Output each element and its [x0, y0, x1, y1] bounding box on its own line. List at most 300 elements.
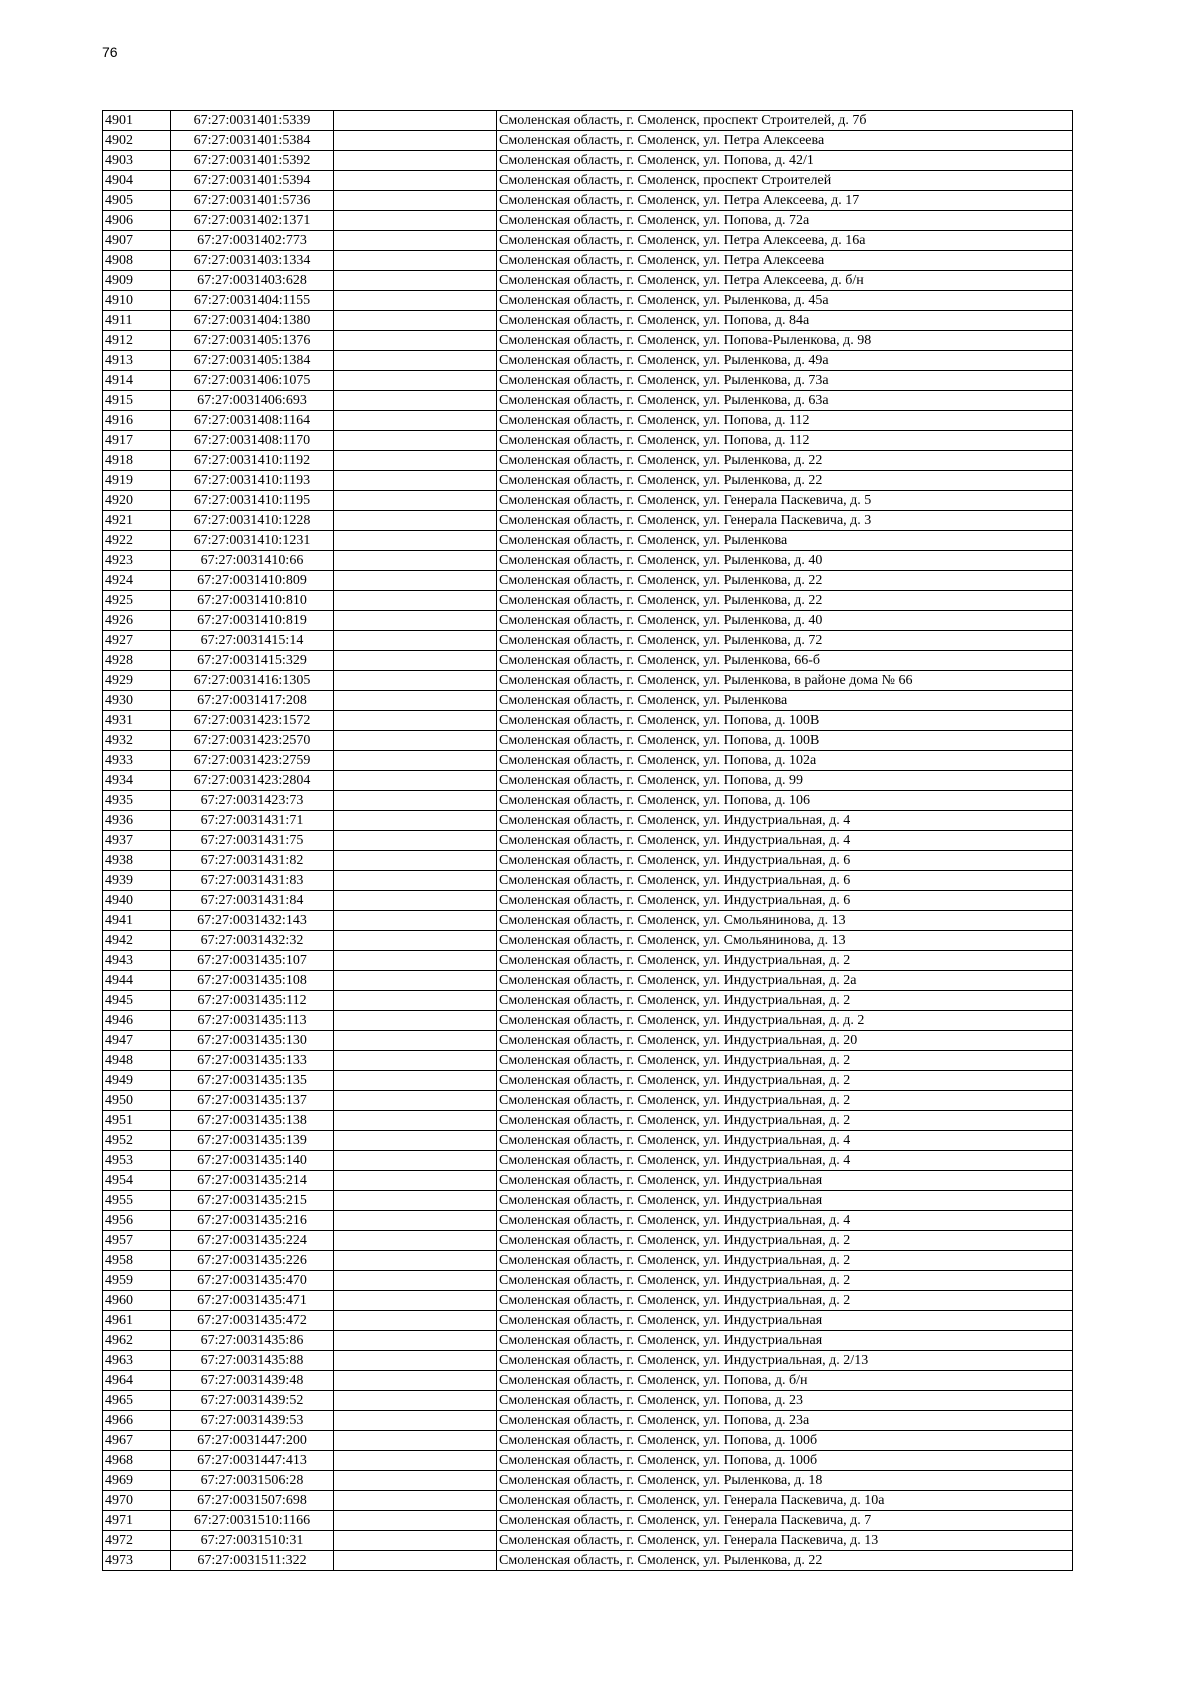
cadastral-number-cell: 67:27:0031416:1305: [171, 671, 334, 691]
table-row: [103, 1351, 1073, 1371]
address-cell: Смоленская область, г. Смоленск, проспект Строителей, д. 7б: [497, 111, 1073, 131]
table-row: [103, 1051, 1073, 1071]
row-number-cell: 4964: [103, 1371, 171, 1391]
cadastral-number-cell: 67:27:0031439:53: [171, 1411, 334, 1431]
cadastral-number-cell: 67:27:0031410:809: [171, 571, 334, 591]
blank-cell: [334, 811, 497, 831]
address-cell: Смоленская область, г. Смоленск, ул. Петра Алексеева, д. 16а: [497, 231, 1073, 251]
table-row: [103, 151, 1073, 171]
blank-cell: [334, 1111, 497, 1131]
blank-cell: [334, 1511, 497, 1531]
blank-cell: [334, 1471, 497, 1491]
table-row: [103, 1131, 1073, 1151]
row-number-cell: 4950: [103, 1091, 171, 1111]
address-cell: Смоленская область, г. Смоленск, ул. Смольянинова, д. 13: [497, 911, 1073, 931]
cadastral-number-cell: 67:27:0031435:471: [171, 1291, 334, 1311]
cadastral-number-cell: 67:27:0031435:215: [171, 1191, 334, 1211]
table-row: [103, 211, 1073, 231]
row-number-cell: 4941: [103, 911, 171, 931]
blank-cell: [334, 251, 497, 271]
address-cell: Смоленская область, г. Смоленск, ул. Индустриальная, д. 2: [497, 1111, 1073, 1131]
cadastral-number-cell: 67:27:0031432:32: [171, 931, 334, 951]
row-number-cell: 4953: [103, 1151, 171, 1171]
cadastral-number-cell: 67:27:0031401:5392: [171, 151, 334, 171]
blank-cell: [334, 931, 497, 951]
blank-cell: [334, 291, 497, 311]
row-number-cell: 4940: [103, 891, 171, 911]
blank-cell: [334, 1171, 497, 1191]
table-row: [103, 251, 1073, 271]
row-number-cell: 4966: [103, 1411, 171, 1431]
cadastral-number-cell: 67:27:0031408:1164: [171, 411, 334, 431]
cadastral-number-cell: 67:27:0031406:693: [171, 391, 334, 411]
row-number-cell: 4912: [103, 331, 171, 351]
cadastral-number-cell: 67:27:0031415:14: [171, 631, 334, 651]
row-number-cell: 4936: [103, 811, 171, 831]
table-row: [103, 471, 1073, 491]
address-cell: Смоленская область, г. Смоленск, ул. Рыленкова, д. 40: [497, 611, 1073, 631]
address-cell: Смоленская область, г. Смоленск, ул. Рыленкова: [497, 531, 1073, 551]
row-number-cell: 4969: [103, 1471, 171, 1491]
blank-cell: [334, 111, 497, 131]
address-cell: Смоленская область, г. Смоленск, ул. Петра Алексеева: [497, 251, 1073, 271]
row-number-cell: 4946: [103, 1011, 171, 1031]
address-cell: Смоленская область, г. Смоленск, ул. Попова-Рыленкова, д. 98: [497, 331, 1073, 351]
cadastral-number-cell: 67:27:0031432:143: [171, 911, 334, 931]
address-cell: Смоленская область, г. Смоленск, ул. Попова, д. 112: [497, 411, 1073, 431]
cadastral-number-cell: 67:27:0031423:1572: [171, 711, 334, 731]
address-cell: Смоленская область, г. Смоленск, ул. Попова, д. 84а: [497, 311, 1073, 331]
address-cell: Смоленская область, г. Смоленск, ул. Петра Алексеева, д. б/н: [497, 271, 1073, 291]
table-row: [103, 291, 1073, 311]
row-number-cell: 4902: [103, 131, 171, 151]
row-number-cell: 4949: [103, 1071, 171, 1091]
table-row: [103, 271, 1073, 291]
blank-cell: [334, 871, 497, 891]
row-number-cell: 4903: [103, 151, 171, 171]
row-number-cell: 4947: [103, 1031, 171, 1051]
row-number-cell: 4973: [103, 1551, 171, 1571]
blank-cell: [334, 351, 497, 371]
address-cell: Смоленская область, г. Смоленск, ул. Рыленкова, д. 22: [497, 471, 1073, 491]
blank-cell: [334, 891, 497, 911]
blank-cell: [334, 1091, 497, 1111]
address-cell: Смоленская область, г. Смоленск, ул. Рыленкова, д. 18: [497, 1471, 1073, 1491]
address-cell: Смоленская область, г. Смоленск, ул. Индустриальная, д. 6: [497, 851, 1073, 871]
row-number-cell: 4910: [103, 291, 171, 311]
row-number-cell: 4945: [103, 991, 171, 1011]
row-number-cell: 4928: [103, 651, 171, 671]
address-cell: Смоленская область, г. Смоленск, ул. Индустриальная, д. д. 2: [497, 1011, 1073, 1031]
table-row: [103, 751, 1073, 771]
cadastral-number-cell: 67:27:0031435:138: [171, 1111, 334, 1131]
cadastral-number-cell: 67:27:0031435:137: [171, 1091, 334, 1111]
table-row: [103, 1211, 1073, 1231]
cadastral-number-cell: 67:27:0031403:628: [171, 271, 334, 291]
cadastral-number-cell: 67:27:0031507:698: [171, 1491, 334, 1511]
address-cell: Смоленская область, г. Смоленск, ул. Попова, д. 72а: [497, 211, 1073, 231]
row-number-cell: 4957: [103, 1231, 171, 1251]
blank-cell: [334, 851, 497, 871]
row-number-cell: 4909: [103, 271, 171, 291]
table-row: [103, 511, 1073, 531]
blank-cell: [334, 1131, 497, 1151]
blank-cell: [334, 1531, 497, 1551]
address-cell: Смоленская область, г. Смоленск, ул. Рыленкова: [497, 691, 1073, 711]
row-number-cell: 4926: [103, 611, 171, 631]
table-row: [103, 411, 1073, 431]
blank-cell: [334, 791, 497, 811]
cadastral-number-cell: 67:27:0031435:470: [171, 1271, 334, 1291]
address-cell: Смоленская область, г. Смоленск, ул. Рыленкова, д. 45а: [497, 291, 1073, 311]
address-cell: Смоленская область, г. Смоленск, ул. Индустриальная, д. 2: [497, 1231, 1073, 1251]
cadastral-number-cell: 67:27:0031410:1193: [171, 471, 334, 491]
address-cell: Смоленская область, г. Смоленск, ул. Индустриальная, д. 2: [497, 1271, 1073, 1291]
blank-cell: [334, 1191, 497, 1211]
cadastral-number-cell: 67:27:0031410:819: [171, 611, 334, 631]
row-number-cell: 4959: [103, 1271, 171, 1291]
row-number-cell: 4901: [103, 111, 171, 131]
cadastral-number-cell: 67:27:0031435:112: [171, 991, 334, 1011]
table-row: [103, 171, 1073, 191]
blank-cell: [334, 631, 497, 651]
table-row: [103, 1251, 1073, 1271]
address-cell: Смоленская область, г. Смоленск, ул. Индустриальная: [497, 1331, 1073, 1351]
table-row: [103, 951, 1073, 971]
address-cell: Смоленская область, г. Смоленск, ул. Индустриальная: [497, 1171, 1073, 1191]
blank-cell: [334, 771, 497, 791]
blank-cell: [334, 1151, 497, 1171]
table-row: [103, 451, 1073, 471]
blank-cell: [334, 971, 497, 991]
cadastral-number-cell: 67:27:0031423:2804: [171, 771, 334, 791]
table-row: [103, 391, 1073, 411]
row-number-cell: 4915: [103, 391, 171, 411]
address-cell: Смоленская область, г. Смоленск, ул. Петра Алексеева: [497, 131, 1073, 151]
address-cell: Смоленская область, г. Смоленск, ул. Рыленкова, д. 63а: [497, 391, 1073, 411]
cadastral-number-cell: 67:27:0031401:5394: [171, 171, 334, 191]
cadastral-number-cell: 67:27:0031435:133: [171, 1051, 334, 1071]
cadastral-number-cell: 67:27:0031408:1170: [171, 431, 334, 451]
address-cell: Смоленская область, г. Смоленск, ул. Индустриальная, д. 4: [497, 811, 1073, 831]
address-cell: Смоленская область, г. Смоленск, ул. Индустриальная, д. 2/13: [497, 1351, 1073, 1371]
table-row: [103, 571, 1073, 591]
blank-cell: [334, 391, 497, 411]
row-number-cell: 4955: [103, 1191, 171, 1211]
blank-cell: [334, 911, 497, 931]
cadastral-number-cell: 67:27:0031510:31: [171, 1531, 334, 1551]
table-row: [103, 111, 1073, 131]
table-row: [103, 931, 1073, 951]
blank-cell: [334, 691, 497, 711]
table-row: [103, 1071, 1073, 1091]
row-number-cell: 4971: [103, 1511, 171, 1531]
blank-cell: [334, 571, 497, 591]
address-cell: Смоленская область, г. Смоленск, ул. Индустриальная, д. 2: [497, 1251, 1073, 1271]
table-row: [103, 1311, 1073, 1331]
cadastral-number-cell: 67:27:0031423:2759: [171, 751, 334, 771]
blank-cell: [334, 1051, 497, 1071]
address-cell: Смоленская область, г. Смоленск, ул. Попова, д. 102а: [497, 751, 1073, 771]
cadastral-number-cell: 67:27:0031410:66: [171, 551, 334, 571]
row-number-cell: 4916: [103, 411, 171, 431]
row-number-cell: 4932: [103, 731, 171, 751]
cadastral-number-cell: 67:27:0031415:329: [171, 651, 334, 671]
row-number-cell: 4951: [103, 1111, 171, 1131]
cadastral-number-cell: 67:27:0031405:1376: [171, 331, 334, 351]
cadastral-number-cell: 67:27:0031435:107: [171, 951, 334, 971]
row-number-cell: 4927: [103, 631, 171, 651]
cadastral-number-cell: 67:27:0031439:52: [171, 1391, 334, 1411]
row-number-cell: 4965: [103, 1391, 171, 1411]
table-row: [103, 231, 1073, 251]
blank-cell: [334, 131, 497, 151]
blank-cell: [334, 611, 497, 631]
row-number-cell: 4952: [103, 1131, 171, 1151]
table-row: [103, 1271, 1073, 1291]
table-row: [103, 551, 1073, 571]
table-row: [103, 631, 1073, 651]
blank-cell: [334, 551, 497, 571]
row-number-cell: 4939: [103, 871, 171, 891]
table-row: [103, 671, 1073, 691]
table-row: [103, 371, 1073, 391]
address-cell: Смоленская область, г. Смоленск, ул. Индустриальная, д. 2: [497, 1071, 1073, 1091]
address-cell: Смоленская область, г. Смоленск, ул. Рыленкова, д. 22: [497, 591, 1073, 611]
table-row: [103, 1191, 1073, 1211]
cadastral-number-cell: 67:27:0031423:73: [171, 791, 334, 811]
address-cell: Смоленская область, г. Смоленск, ул. Генерала Паскевича, д. 7: [497, 1511, 1073, 1531]
cadastral-number-cell: 67:27:0031410:1195: [171, 491, 334, 511]
cadastral-number-cell: 67:27:0031435:224: [171, 1231, 334, 1251]
address-cell: Смоленская область, г. Смоленск, ул. Рыленкова, д. 73а: [497, 371, 1073, 391]
address-cell: Смоленская область, г. Смоленск, ул. Индустриальная, д. 2: [497, 1091, 1073, 1111]
address-cell: Смоленская область, г. Смоленск, ул. Попова, д. 112: [497, 431, 1073, 451]
cadastral-number-cell: 67:27:0031435:226: [171, 1251, 334, 1271]
blank-cell: [334, 1431, 497, 1451]
address-cell: Смоленская область, г. Смоленск, ул. Индустриальная, д. 2: [497, 1291, 1073, 1311]
blank-cell: [334, 271, 497, 291]
blank-cell: [334, 1391, 497, 1411]
cadastral-number-cell: 67:27:0031403:1334: [171, 251, 334, 271]
blank-cell: [334, 1071, 497, 1091]
table-row: [103, 871, 1073, 891]
address-cell: Смоленская область, г. Смоленск, ул. Индустриальная, д. 4: [497, 1131, 1073, 1151]
blank-cell: [334, 1331, 497, 1351]
row-number-cell: 4924: [103, 571, 171, 591]
row-number-cell: 4922: [103, 531, 171, 551]
row-number-cell: 4948: [103, 1051, 171, 1071]
table-row: [103, 1491, 1073, 1511]
registry-table-body: [103, 111, 1073, 1571]
address-cell: Смоленская область, г. Смоленск, ул. Индустриальная, д. 2а: [497, 971, 1073, 991]
row-number-cell: 4968: [103, 1451, 171, 1471]
row-number-cell: 4944: [103, 971, 171, 991]
blank-cell: [334, 1551, 497, 1571]
table-row: [103, 1151, 1073, 1171]
table-row: [103, 971, 1073, 991]
cadastral-number-cell: 67:27:0031510:1166: [171, 1511, 334, 1531]
address-cell: Смоленская область, г. Смоленск, ул. Индустриальная, д. 2: [497, 1051, 1073, 1071]
address-cell: Смоленская область, г. Смоленск, ул. Рыленкова, д. 72: [497, 631, 1073, 651]
blank-cell: [334, 1371, 497, 1391]
table-row: [103, 1451, 1073, 1471]
table-row: [103, 1331, 1073, 1351]
row-number-cell: 4961: [103, 1311, 171, 1331]
table-row: [103, 691, 1073, 711]
address-cell: Смоленская область, г. Смоленск, ул. Попова, д. 23а: [497, 1411, 1073, 1431]
row-number-cell: 4972: [103, 1531, 171, 1551]
registry-table: [102, 110, 1073, 1571]
blank-cell: [334, 831, 497, 851]
table-row: [103, 431, 1073, 451]
table-row: [103, 1091, 1073, 1111]
address-cell: Смоленская область, г. Смоленск, ул. Рыленкова, д. 22: [497, 571, 1073, 591]
address-cell: Смоленская область, г. Смоленск, ул. Рыленкова, 66-б: [497, 651, 1073, 671]
table-row: [103, 591, 1073, 611]
table-row: [103, 651, 1073, 671]
blank-cell: [334, 591, 497, 611]
cadastral-number-cell: 67:27:0031435:86: [171, 1331, 334, 1351]
cadastral-number-cell: 67:27:0031431:75: [171, 831, 334, 851]
row-number-cell: 4917: [103, 431, 171, 451]
table-row: [103, 131, 1073, 151]
row-number-cell: 4956: [103, 1211, 171, 1231]
cadastral-number-cell: 67:27:0031406:1075: [171, 371, 334, 391]
row-number-cell: 4911: [103, 311, 171, 331]
address-cell: Смоленская область, г. Смоленск, ул. Индустриальная, д. 4: [497, 1151, 1073, 1171]
cadastral-number-cell: 67:27:0031417:208: [171, 691, 334, 711]
blank-cell: [334, 151, 497, 171]
cadastral-number-cell: 67:27:0031435:108: [171, 971, 334, 991]
table-row: [103, 1291, 1073, 1311]
blank-cell: [334, 1411, 497, 1431]
address-cell: Смоленская область, г. Смоленск, ул. Попова, д. 23: [497, 1391, 1073, 1411]
table-row: [103, 351, 1073, 371]
blank-cell: [334, 511, 497, 531]
address-cell: Смоленская область, г. Смоленск, ул. Генерала Паскевича, д. 13: [497, 1531, 1073, 1551]
cadastral-number-cell: 67:27:0031404:1380: [171, 311, 334, 331]
address-cell: Смоленская область, г. Смоленск, ул. Смольянинова, д. 13: [497, 931, 1073, 951]
cadastral-number-cell: 67:27:0031401:5384: [171, 131, 334, 151]
table-row: [103, 1111, 1073, 1131]
cadastral-number-cell: 67:27:0031435:214: [171, 1171, 334, 1191]
table-row: [103, 891, 1073, 911]
address-cell: Смоленская область, г. Смоленск, ул. Индустриальная, д. 20: [497, 1031, 1073, 1051]
cadastral-number-cell: 67:27:0031401:5339: [171, 111, 334, 131]
cadastral-number-cell: 67:27:0031511:322: [171, 1551, 334, 1571]
blank-cell: [334, 1291, 497, 1311]
table-row: [103, 1471, 1073, 1491]
cadastral-number-cell: 67:27:0031431:83: [171, 871, 334, 891]
address-cell: Смоленская область, г. Смоленск, ул. Попова, д. 100В: [497, 731, 1073, 751]
row-number-cell: 4938: [103, 851, 171, 871]
cadastral-number-cell: 67:27:0031423:2570: [171, 731, 334, 751]
cadastral-number-cell: 67:27:0031439:48: [171, 1371, 334, 1391]
row-number-cell: 4930: [103, 691, 171, 711]
address-cell: Смоленская область, г. Смоленск, ул. Генерала Паскевича, д. 3: [497, 511, 1073, 531]
address-cell: Смоленская область, г. Смоленск, ул. Индустриальная, д. 2: [497, 991, 1073, 1011]
row-number-cell: 4906: [103, 211, 171, 231]
blank-cell: [334, 211, 497, 231]
table-row: [103, 191, 1073, 211]
row-number-cell: 4962: [103, 1331, 171, 1351]
row-number-cell: 4937: [103, 831, 171, 851]
address-cell: Смоленская область, г. Смоленск, ул. Петра Алексеева, д. 17: [497, 191, 1073, 211]
blank-cell: [334, 1491, 497, 1511]
cadastral-number-cell: 67:27:0031431:82: [171, 851, 334, 871]
address-cell: Смоленская область, г. Смоленск, проспект Строителей: [497, 171, 1073, 191]
row-number-cell: 4967: [103, 1431, 171, 1451]
cadastral-number-cell: 67:27:0031435:472: [171, 1311, 334, 1331]
blank-cell: [334, 1311, 497, 1331]
blank-cell: [334, 331, 497, 351]
blank-cell: [334, 371, 497, 391]
address-cell: Смоленская область, г. Смоленск, ул. Попова, д. 100В: [497, 711, 1073, 731]
address-cell: Смоленская область, г. Смоленск, ул. Рыленкова, в районе дома № 66: [497, 671, 1073, 691]
blank-cell: [334, 491, 497, 511]
address-cell: Смоленская область, г. Смоленск, ул. Попова, д. 42/1: [497, 151, 1073, 171]
blank-cell: [334, 191, 497, 211]
table-row: [103, 1171, 1073, 1191]
table-row: [103, 1531, 1073, 1551]
blank-cell: [334, 1011, 497, 1031]
row-number-cell: 4934: [103, 771, 171, 791]
table-row: [103, 1371, 1073, 1391]
cadastral-number-cell: 67:27:0031435:135: [171, 1071, 334, 1091]
cadastral-number-cell: 67:27:0031506:28: [171, 1471, 334, 1491]
row-number-cell: 4907: [103, 231, 171, 251]
blank-cell: [334, 731, 497, 751]
address-cell: Смоленская область, г. Смоленск, ул. Индустриальная: [497, 1191, 1073, 1211]
table-row: [103, 731, 1073, 751]
cadastral-number-cell: 67:27:0031405:1384: [171, 351, 334, 371]
row-number-cell: 4913: [103, 351, 171, 371]
table-row: [103, 531, 1073, 551]
table-row: [103, 311, 1073, 331]
row-number-cell: 4905: [103, 191, 171, 211]
row-number-cell: 4954: [103, 1171, 171, 1191]
row-number-cell: 4925: [103, 591, 171, 611]
row-number-cell: 4908: [103, 251, 171, 271]
row-number-cell: 4923: [103, 551, 171, 571]
blank-cell: [334, 1451, 497, 1471]
cadastral-number-cell: 67:27:0031435:139: [171, 1131, 334, 1151]
cadastral-number-cell: 67:27:0031410:810: [171, 591, 334, 611]
table-row: [103, 831, 1073, 851]
table-row: [103, 1031, 1073, 1051]
table-row: [103, 331, 1073, 351]
row-number-cell: 4970: [103, 1491, 171, 1511]
cadastral-number-cell: 67:27:0031404:1155: [171, 291, 334, 311]
row-number-cell: 4914: [103, 371, 171, 391]
cadastral-number-cell: 67:27:0031435:216: [171, 1211, 334, 1231]
table-row: [103, 1391, 1073, 1411]
blank-cell: [334, 311, 497, 331]
address-cell: Смоленская область, г. Смоленск, ул. Индустриальная, д. 4: [497, 1211, 1073, 1231]
table-row: [103, 811, 1073, 831]
cadastral-number-cell: 67:27:0031435:113: [171, 1011, 334, 1031]
cadastral-number-cell: 67:27:0031402:773: [171, 231, 334, 251]
row-number-cell: 4960: [103, 1291, 171, 1311]
table-row: [103, 1431, 1073, 1451]
blank-cell: [334, 1031, 497, 1051]
address-cell: Смоленская область, г. Смоленск, ул. Индустриальная, д. 4: [497, 831, 1073, 851]
address-cell: Смоленская область, г. Смоленск, ул. Рыленкова, д. 49а: [497, 351, 1073, 371]
address-cell: Смоленская область, г. Смоленск, ул. Попова, д. б/н: [497, 1371, 1073, 1391]
cadastral-number-cell: 67:27:0031431:71: [171, 811, 334, 831]
blank-cell: [334, 411, 497, 431]
